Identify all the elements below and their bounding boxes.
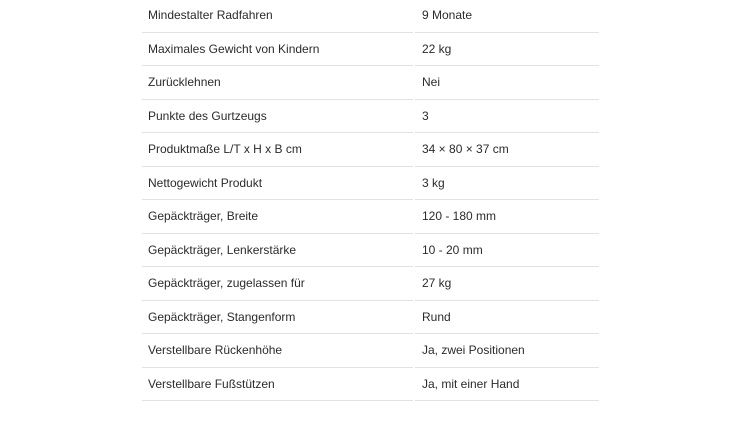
spec-row-dimensions: [142, 133, 599, 167]
spec-label: Zurücklehnen: [142, 66, 413, 100]
spec-row-rack-width: [142, 200, 599, 234]
spec-value: 3 kg: [415, 167, 599, 201]
spec-label: Mindestalter Radfahren: [142, 0, 413, 33]
spec-value: Ja, zwei Positionen: [415, 334, 599, 368]
spec-row-max-weight: [142, 33, 599, 67]
spec-value: Rund: [415, 301, 599, 335]
spec-label: Punkte des Gurtzeugs: [142, 100, 413, 134]
spec-value: 9 Monate: [415, 0, 599, 33]
spec-table: [142, 0, 599, 401]
spec-label: Verstellbare Fußstützen: [142, 368, 413, 402]
spec-value: Nei: [415, 66, 599, 100]
spec-row-min-age: [142, 0, 599, 33]
spec-row-rack-approved-load: [142, 267, 599, 301]
spec-row-recline: [142, 66, 599, 100]
spec-row-adjustable-back-height: [142, 334, 599, 368]
spec-row-rack-tube-shape: [142, 301, 599, 335]
spec-value: 27 kg: [415, 267, 599, 301]
spec-value: 10 - 20 mm: [415, 234, 599, 268]
spec-label: Gepäckträger, Stangenform: [142, 301, 413, 335]
spec-row-adjustable-footrests: [142, 368, 599, 402]
spec-value: 34 × 80 × 37 cm: [415, 133, 599, 167]
spec-value: 120 - 180 mm: [415, 200, 599, 234]
spec-value: 3: [415, 100, 599, 134]
spec-label: Verstellbare Rückenhöhe: [142, 334, 413, 368]
spec-row-rack-tube-thickness: [142, 234, 599, 268]
spec-value: 22 kg: [415, 33, 599, 67]
spec-value: Ja, mit einer Hand: [415, 368, 599, 402]
spec-label: Nettogewicht Produkt: [142, 167, 413, 201]
spec-row-harness-points: [142, 100, 599, 134]
spec-label: Gepäckträger, zugelassen für: [142, 267, 413, 301]
spec-label: Maximales Gewicht von Kindern: [142, 33, 413, 67]
spec-row-net-weight: [142, 167, 599, 201]
spec-label: Gepäckträger, Breite: [142, 200, 413, 234]
spec-label: Produktmaße L/T x H x B cm: [142, 133, 413, 167]
spec-label: Gepäckträger, Lenkerstärke: [142, 234, 413, 268]
